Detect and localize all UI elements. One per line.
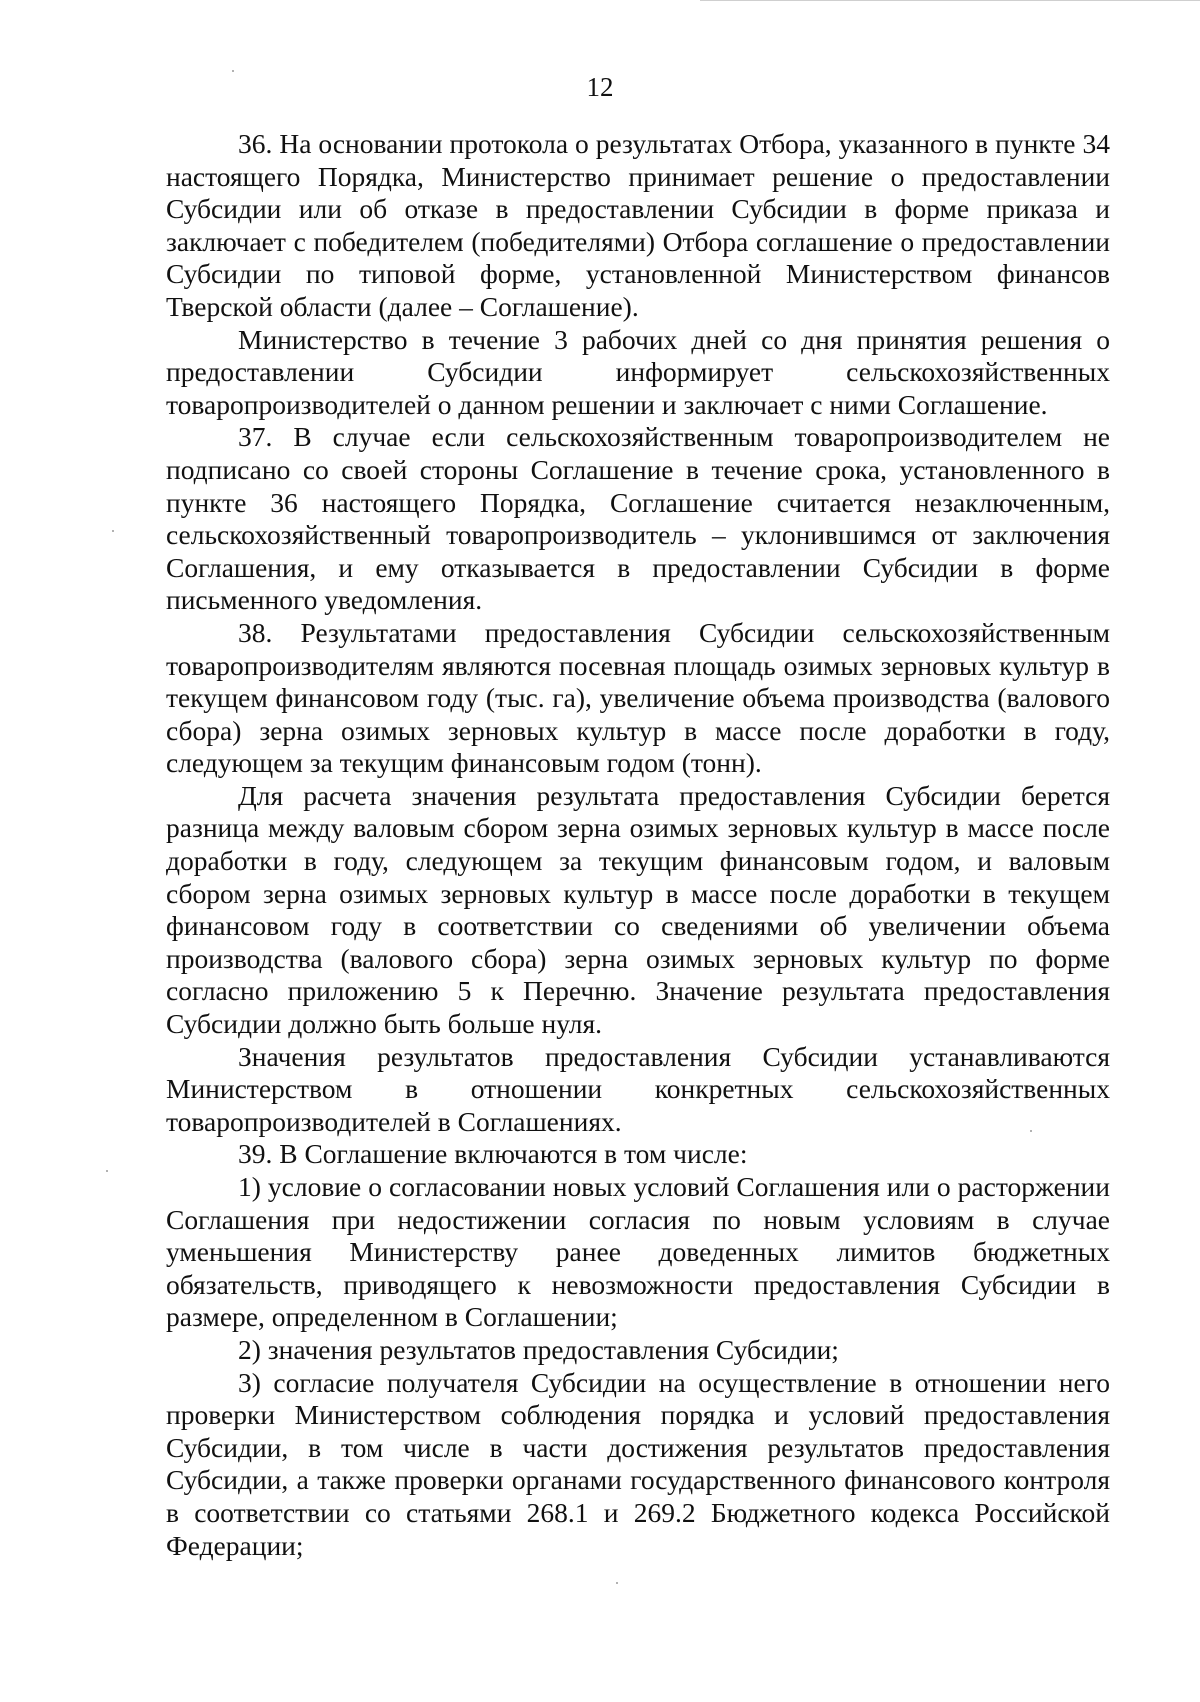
- paragraph-38-values: Значения результатов предоставления Субсидии устанавливаются Министерством в отношении конкретных сельскохозяйственных товаропроизводителей в Соглашениях.: [166, 1040, 1110, 1137]
- paragraph-39: 39. В Соглашение включаются в том числе:: [238, 1138, 748, 1170]
- paragraph-36-notification: Министерство в течение 3 рабочих дней со дня принятия решения о предоставлении Субсидии информирует сельскохозяйственных товаропроизводителей о данном решении и заключает с ними Соглашение.: [166, 323, 1110, 420]
- paragraph-36: 36. На основании протокола о результатах Отбора, указанного в пункте 34 настоящего Порядка, Министерство принимает решение о предоставлении Субсидии или об отказе в предоставлении Субсидии в форме приказа и заключает с победителем (победителями) Отбора соглашение о предоставлении Субсидии по типовой форме, установленной Министерством финансов Тверской области (далее – Соглашение).: [166, 128, 1110, 322]
- paragraph-38-calculation: Для расчета значения результата предоставления Субсидии берется разница между валовым сбором зерна озимых зерновых культур в массе после доработки в году, следующем за текущим финансовым годом, и валовым сбором зерна озимых зерновых культур в массе после доработки в текущем финансовом году в соответствии со сведениями об увеличении объема производства (валового сбора) зерна озимых зерновых культур по форме согласно приложению 5 к Перечню. Значение результата предоставления Субсидии должно быть больше нуля.: [166, 779, 1110, 1040]
- scan-speck: [616, 1582, 618, 1584]
- paragraph-38: 38. Результатами предоставления Субсидии сельскохозяйственным товаропроизводителям являются посевная площадь озимых зерновых культур в текущем финансовом году (тыс. га), увеличение объема производства (валового сбора) зерна озимых зерновых культур в массе после доработки в году, следующем за текущим финансовым годом (тонн).: [166, 616, 1110, 779]
- scan-speck: [106, 1170, 108, 1172]
- scan-top-edge-line: [700, 0, 1200, 1]
- paragraph-37: 37. В случае если сельскохозяйственным товаропроизводителем не подписано со своей стороны Соглашение в течение срока, установленного в пункте 36 настоящего Порядка, Соглашение считается незаключенным, сельскохозяйственный товаропроизводитель – уклонившимся от заключения Соглашения, и ему отказывается в предоставлении Субсидии в форме письменного уведомления.: [166, 421, 1110, 616]
- scan-speck: [112, 530, 114, 532]
- paragraph-39-item-1: 1) условие о согласовании новых условий Соглашения или о расторжении Соглашения при недостижении согласия по новым условиям в случае уменьшения Министерству ранее доведенных лимитов бюджетных обязательств, приводящего к невозможности предоставления Субсидии в размере, определенном в Соглашении;: [166, 1171, 1110, 1333]
- document-body: [166, 128, 1110, 1562]
- paragraph-39-item-3: 3) согласие получателя Субсидии на осуществление в отношении него проверки Министерством соблюдения порядка и условий предоставления Субсидии, в том числе в части достижения результатов предоставления Субсидии, а также проверки органами государственного финансового контроля в соответствии со статьями 268.1 и 269.2 Бюджетного кодекса Российской Федерации;: [166, 1366, 1110, 1561]
- page-number: 12: [586, 72, 614, 102]
- paragraph-39-item-2: 2) значения результатов предоставления Субсидии;: [238, 1333, 839, 1365]
